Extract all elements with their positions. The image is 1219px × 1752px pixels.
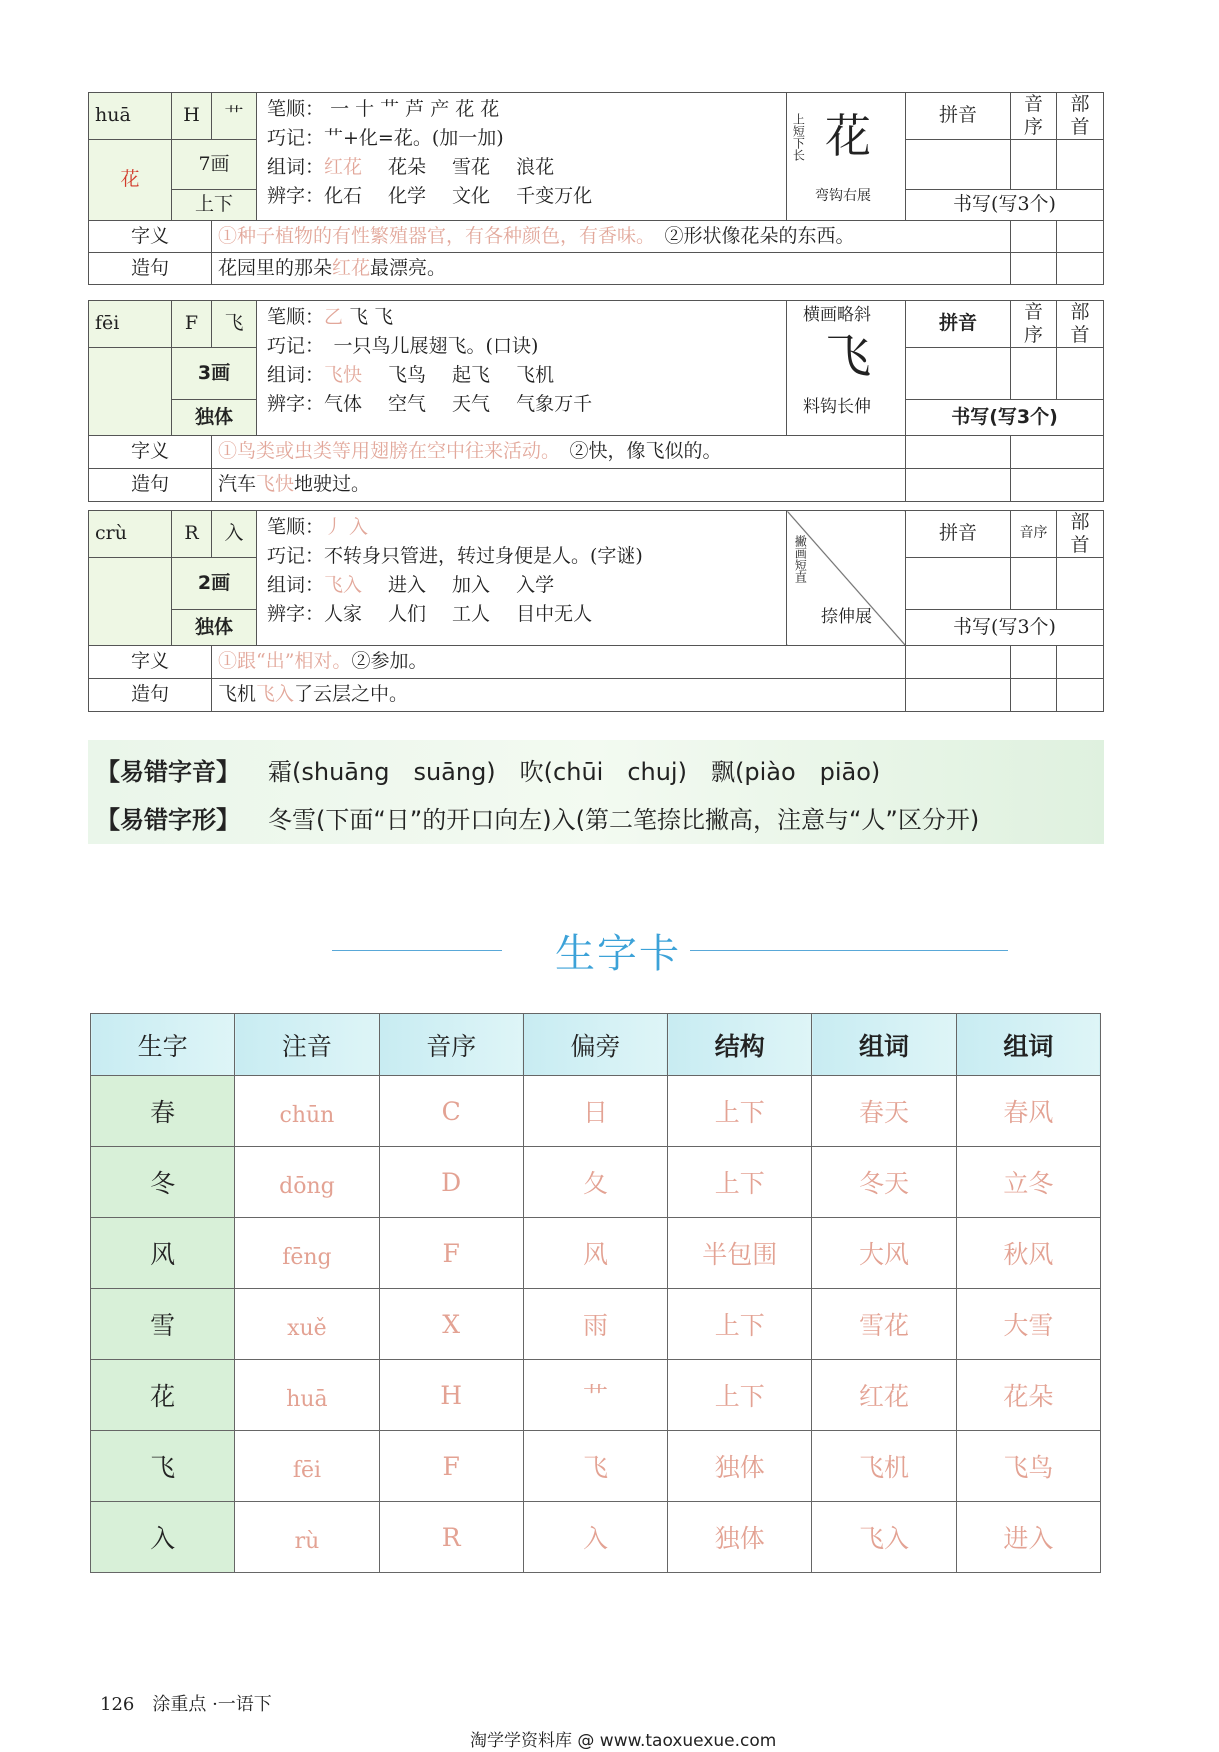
title-rule-left	[332, 950, 502, 951]
radical-box[interactable]	[1057, 347, 1104, 399]
writing-tip	[787, 93, 906, 221]
sentence-highlight: 飞快	[256, 473, 295, 496]
pinyin-box[interactable]	[906, 347, 1011, 399]
error-shape-label: 【易错字形】	[96, 806, 240, 834]
table-header-row	[91, 1014, 1101, 1076]
write-box[interactable]	[1011, 645, 1057, 678]
section-title: 生字卡	[555, 931, 681, 977]
word: 飞鸟	[388, 364, 427, 386]
value-cell: 大风	[812, 1218, 956, 1289]
table-row	[91, 1076, 1101, 1147]
distinguish-label: 辨字：	[267, 185, 325, 207]
write-box[interactable]	[1011, 252, 1057, 284]
char-cell: 花	[91, 1360, 235, 1431]
pinyin-cell: chūn	[235, 1076, 379, 1147]
char-cell: 春	[91, 1076, 235, 1147]
writing-tip	[787, 511, 906, 646]
pinyin-header: 拼音	[906, 511, 1011, 558]
write-box[interactable]	[1011, 435, 1104, 468]
value-cell: 飞机	[812, 1431, 956, 1502]
stroke-count: 3画	[172, 347, 257, 399]
sentence-part: 花园里的那朵	[218, 256, 333, 279]
value-cell: 入	[523, 1502, 667, 1573]
write-box[interactable]	[906, 435, 1011, 468]
distinguish-label: 辨字：	[267, 393, 325, 415]
distinguish-word: 目中无人	[516, 603, 593, 625]
column-header: 组词	[812, 1014, 956, 1076]
pinyin-cell: dōng	[235, 1147, 379, 1218]
words-label: 组词：	[267, 574, 325, 596]
distinguish-word: 千变万化	[516, 185, 593, 207]
words-label: 组词：	[267, 364, 325, 386]
pinyin-cell: xuě	[235, 1289, 379, 1360]
table-row	[91, 1360, 1101, 1431]
pinyin-box[interactable]	[906, 139, 1011, 189]
distinguish-word: 空气	[388, 393, 427, 415]
write-box[interactable]	[1011, 220, 1057, 252]
memo: 一只鸟儿展翅飞。(口诀)	[333, 335, 539, 357]
value-cell: 上下	[668, 1289, 812, 1360]
meaning-1: ①跟“出”相对。	[218, 650, 352, 673]
distinguish-word: 化石	[324, 185, 363, 207]
value-cell: 半包围	[668, 1218, 812, 1289]
char-cell: 入	[91, 1502, 235, 1573]
write-box[interactable]	[1011, 678, 1057, 711]
table-row	[91, 1431, 1101, 1502]
word: 进入	[388, 574, 427, 596]
column-header: 注音	[235, 1014, 379, 1076]
value-cell: 上下	[668, 1360, 812, 1431]
distinguish-word: 气象万千	[516, 393, 593, 415]
value-cell: 花朵	[956, 1360, 1100, 1431]
char-card-table	[90, 1013, 1101, 1573]
table-row	[91, 1502, 1101, 1573]
page-footer: 126 涂重点 ·一语下	[100, 1694, 272, 1715]
radical: 入	[212, 511, 257, 558]
memo-label: 巧记：	[267, 545, 325, 567]
char-card-ru	[88, 510, 1103, 712]
word: 飞快	[324, 364, 363, 386]
value-cell: F	[379, 1431, 523, 1502]
write-box[interactable]	[1057, 220, 1104, 252]
value-cell: 飞入	[812, 1502, 956, 1573]
words-label: 组词：	[267, 156, 325, 178]
word: 飞入	[324, 574, 363, 596]
pinyin-header: 拼音	[906, 301, 1011, 348]
write-box[interactable]	[1057, 252, 1104, 284]
write-header: 书写(写3个)	[906, 609, 1104, 645]
write-header: 书写(写3个)	[906, 399, 1104, 435]
order-header: 音序	[1011, 301, 1057, 348]
error-shape-text: 冬雪(下面“日”的开口向左)入(第二笔捺比撇高，注意与“人”区分开)	[268, 806, 980, 834]
order-box[interactable]	[1011, 347, 1057, 399]
column-header: 偏旁	[523, 1014, 667, 1076]
sentence-part: 飞机	[218, 683, 257, 706]
meaning-label: 字义	[89, 645, 212, 678]
value-cell: 夂	[523, 1147, 667, 1218]
stroke-count: 2画	[172, 557, 257, 609]
tip-bottom: 捺伸展	[821, 607, 872, 627]
write-box[interactable]	[1011, 468, 1104, 501]
value-cell: C	[379, 1076, 523, 1147]
memo: 艹+化=花。(加一加)	[324, 127, 504, 149]
radical-box[interactable]	[1057, 139, 1104, 189]
pinyin-cell: huā	[235, 1360, 379, 1431]
write-box[interactable]	[906, 678, 1011, 711]
tip-bottom: 弯钩右展	[815, 188, 871, 204]
tip-side: 撇画短直	[793, 535, 808, 583]
value-cell: 立冬	[956, 1147, 1100, 1218]
table-row	[91, 1289, 1101, 1360]
word: 浪花	[516, 156, 555, 178]
error-sound-row	[96, 752, 880, 787]
tip-side: 上短下长	[791, 113, 806, 161]
sentence-label: 造句	[89, 468, 212, 501]
distinguish-label: 辨字：	[267, 603, 325, 625]
meaning-2: ②形状像花朵的东西。	[664, 224, 855, 247]
stroke-label: 笔顺：	[267, 98, 325, 120]
value-cell: 日	[523, 1076, 667, 1147]
meaning-1: ①种子植物的有性繁殖器官，有各种颜色，有香味。	[218, 224, 646, 247]
value-cell: H	[379, 1360, 523, 1431]
pinyin: huā	[89, 93, 172, 140]
word: 花朵	[388, 156, 427, 178]
word: 入学	[516, 574, 555, 596]
stroke-count: 7画	[172, 139, 257, 189]
value-cell: 艹	[523, 1360, 667, 1431]
value-cell: 春风	[956, 1076, 1100, 1147]
char-card-fei	[88, 300, 1103, 502]
tip-bottom: 料钩长伸	[803, 397, 871, 417]
memo-label: 巧记：	[267, 127, 325, 149]
value-cell: 风	[523, 1218, 667, 1289]
sentence-highlight: 红花	[332, 256, 371, 279]
stroke-order: 丿 入	[324, 516, 369, 538]
value-cell: 秋风	[956, 1218, 1100, 1289]
main-char: 花	[89, 139, 172, 220]
stroke-label: 笔顺：	[267, 306, 325, 328]
structure: 独体	[172, 609, 257, 645]
pinyin-header: 拼音	[906, 93, 1011, 140]
write-header: 书写(写3个)	[906, 189, 1104, 220]
initial-letter: H	[172, 93, 212, 140]
char-cell: 冬	[91, 1147, 235, 1218]
stroke-order: 一 十 艹 芦 产 花 花	[330, 98, 500, 120]
value-cell: 大雪	[956, 1289, 1100, 1360]
meaning-label: 字义	[89, 220, 212, 252]
pinyin-cell: fēi	[235, 1431, 379, 1502]
order-header: 音序	[1011, 511, 1057, 558]
distinguish-word: 文化	[452, 185, 491, 207]
stroke-label: 笔顺：	[267, 516, 325, 538]
pinyin: crù	[89, 511, 172, 558]
value-cell: 独体	[668, 1502, 812, 1573]
meaning-1: ①鸟类或虫类等用翅膀在空中往来活动。	[218, 440, 551, 463]
structure: 独体	[172, 399, 257, 435]
pinyin: fēi	[89, 301, 172, 348]
main-char-empty	[89, 557, 172, 645]
value-cell: R	[379, 1502, 523, 1573]
sentence-part: 了云层之中。	[294, 683, 409, 706]
char-info	[257, 93, 787, 221]
meaning-2: ②快，像飞似的。	[569, 440, 722, 463]
distinguish-word: 工人	[452, 603, 491, 625]
word: 加入	[452, 574, 491, 596]
value-cell: X	[379, 1289, 523, 1360]
main-char-empty	[89, 347, 172, 435]
error-prone-banner	[88, 740, 1104, 844]
value-cell: 春天	[812, 1076, 956, 1147]
write-box[interactable]	[1057, 678, 1104, 711]
char-cell: 雪	[91, 1289, 235, 1360]
initial-letter: F	[172, 301, 212, 348]
sentence-label: 造句	[89, 252, 212, 284]
watermark: 淘学学资料库 @ www.taoxuexue.com	[470, 1731, 777, 1751]
memo: 不转身只管进，转过身便是人。(字谜)	[324, 545, 643, 567]
sentence-part: 地驶过。	[294, 473, 371, 496]
pinyin-cell: fēng	[235, 1218, 379, 1289]
column-header: 音序	[379, 1014, 523, 1076]
char-cell: 风	[91, 1218, 235, 1289]
sentence-label: 造句	[89, 678, 212, 711]
value-cell: 红花	[812, 1360, 956, 1431]
meaning-label: 字义	[89, 435, 212, 468]
write-box[interactable]	[906, 468, 1011, 501]
stroke-rest: 飞 飞	[349, 306, 394, 328]
error-sound-label: 【易错字音】	[96, 758, 240, 786]
writing-tip	[787, 301, 906, 436]
structure: 上下	[172, 189, 257, 220]
distinguish-word: 化学	[388, 185, 427, 207]
sentence-part: 最漂亮。	[370, 256, 447, 279]
radical-header: 部首	[1057, 93, 1104, 140]
stroke-first: 乙	[324, 306, 344, 328]
order-box[interactable]	[1011, 557, 1057, 609]
value-cell: 进入	[956, 1502, 1100, 1573]
value-cell: 雨	[523, 1289, 667, 1360]
column-header: 组词	[956, 1014, 1100, 1076]
distinguish-word: 气体	[324, 393, 363, 415]
sentence-part: 汽车	[218, 473, 257, 496]
tip-char: 飞	[825, 329, 871, 383]
distinguish-word: 天气	[452, 393, 491, 415]
char-card-hua	[88, 92, 1103, 285]
value-cell: D	[379, 1147, 523, 1218]
word: 飞机	[516, 364, 555, 386]
radical: 艹	[212, 93, 257, 140]
value-cell: 飞鸟	[956, 1431, 1100, 1502]
order-header: 音序	[1011, 93, 1057, 140]
write-box[interactable]	[906, 645, 1011, 678]
radical-box[interactable]	[1057, 557, 1104, 609]
distinguish-word: 人家	[324, 603, 363, 625]
value-cell: 飞	[523, 1431, 667, 1502]
value-cell: 上下	[668, 1076, 812, 1147]
char-info	[257, 511, 787, 646]
value-cell: 雪花	[812, 1289, 956, 1360]
char-cell: 飞	[91, 1431, 235, 1502]
radical-header: 部首	[1057, 511, 1104, 558]
memo-label: 巧记：	[267, 335, 315, 357]
value-cell: 独体	[668, 1431, 812, 1502]
pinyin-cell: rù	[235, 1502, 379, 1573]
error-shape-row	[96, 800, 979, 835]
column-header: 结构	[668, 1014, 812, 1076]
meaning-2: ②参加。	[351, 650, 428, 673]
word: 起飞	[452, 364, 491, 386]
order-box[interactable]	[1011, 139, 1057, 189]
title-rule-right	[690, 950, 1008, 951]
tip-top: 横画略斜	[803, 305, 871, 325]
value-cell: 上下	[668, 1147, 812, 1218]
radical-header: 部首	[1057, 301, 1104, 348]
sentence-highlight: 飞入	[256, 683, 295, 706]
word: 红花	[324, 156, 363, 178]
char-info	[257, 301, 787, 436]
pinyin-box[interactable]	[906, 557, 1011, 609]
column-header: 生字	[91, 1014, 235, 1076]
initial-letter: R	[172, 511, 212, 558]
table-row	[91, 1218, 1101, 1289]
write-box[interactable]	[1057, 645, 1104, 678]
radical: 飞	[212, 301, 257, 348]
value-cell: F	[379, 1218, 523, 1289]
table-row	[91, 1147, 1101, 1218]
word: 雪花	[452, 156, 491, 178]
error-sound-text: 霜(shuāng suāng) 吹(chūi chuj) 飘(piào piāo)	[268, 758, 881, 786]
distinguish-word: 人们	[388, 603, 427, 625]
value-cell: 冬天	[812, 1147, 956, 1218]
tip-char: 花	[825, 109, 871, 163]
